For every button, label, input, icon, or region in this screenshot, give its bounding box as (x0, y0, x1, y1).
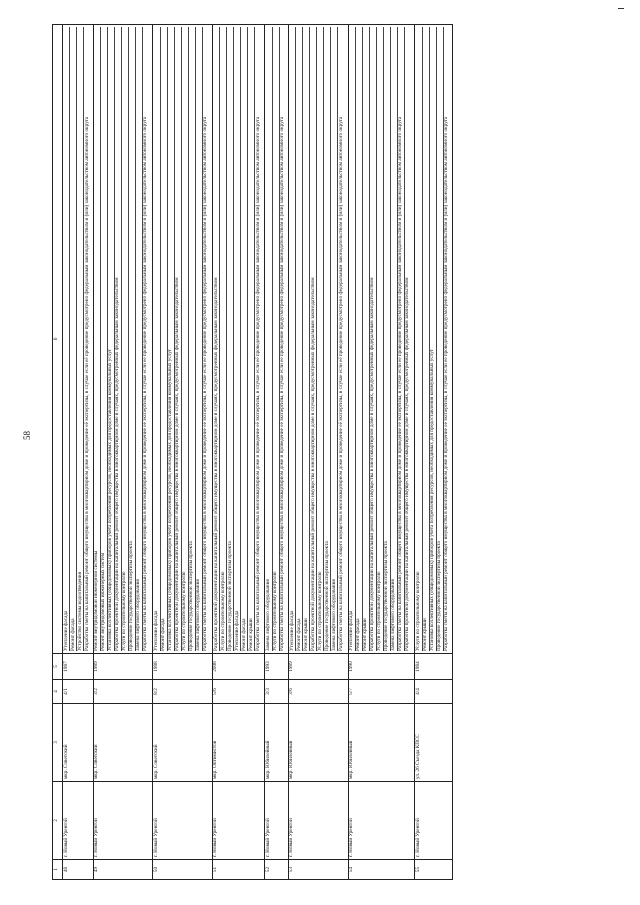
work-item: Услуги по строительному контролю (220, 27, 227, 651)
year-cell: 1984 (415, 654, 453, 680)
column-number: 3 (53, 704, 63, 782)
work-item: Ремонт фасада (356, 27, 363, 651)
year-cell: 1990 (348, 654, 415, 680)
works-cell (348, 25, 415, 654)
work-item: Замена лифтового оборудования (391, 27, 398, 651)
row-number: 51 (212, 860, 264, 880)
works-cell (63, 25, 94, 654)
city-cell: г. Новый Уренгой (153, 782, 213, 860)
work-item: Проведение государственной экспертизы проекта (227, 27, 234, 651)
row-number: 52 (265, 860, 289, 880)
work-item: Разработка проектной документации на капитальный ремонт общего имущества в многоквартирном доме в случаях, предусмотренных федеральным законодательством (213, 27, 220, 651)
work-item: Проведение государственной экспертизы проекта (437, 27, 444, 651)
city-cell: г. Новый Уренгой (63, 782, 94, 860)
work-item: Разработка проектной документации на капитальный ремонт общего имущества в многоквартирном доме в случаях, предусмотренных федеральным законодательством (115, 27, 122, 651)
work-item: Замена лифтового оборудования (331, 27, 338, 651)
work-item: Услуги по строительному контролю (273, 27, 280, 651)
city-cell: г. Новый Уренгой (265, 782, 289, 860)
work-item: Ремонт фасада (296, 27, 303, 651)
table-header (53, 25, 63, 880)
city-cell: г. Новый Уренгой (288, 782, 348, 860)
works-cell (153, 25, 213, 654)
year-cell: 1988 (153, 654, 213, 680)
table-row (212, 25, 264, 880)
address-cell: мкр. Советский (93, 704, 153, 782)
address-cell: мкр. Юбилейный (265, 704, 289, 782)
column-number: 1 (53, 860, 63, 880)
table-body (63, 25, 453, 880)
works-cell (93, 25, 153, 654)
work-item: Разработка сметы на капитальный ремонт общего имущества в многоквартирном доме и проведение её экспертизы, в случае если её проведение предусмотрено федеральным законодательством и (или) законодательством автономного округа (142, 116, 149, 651)
work-item: Разработка проектной документации на капитальный ремонт общего имущества в многоквартирном доме в случаях, предусмотренных федеральным законодательством (310, 27, 317, 651)
work-item: Установка коллективных (общедомовых) приборов учёта потребления ресурсов, необходимых для предоставления коммунальных услуг (108, 27, 115, 651)
house-cell: 8/2 (153, 680, 213, 704)
house-cell: 3/6 (288, 680, 348, 704)
table-row (415, 25, 453, 880)
row-number: 49 (93, 860, 153, 880)
address-cell: мкр. Советский (153, 704, 213, 782)
work-item: Утепление фасада (289, 27, 296, 651)
work-item: Ремонт фасада (161, 27, 168, 651)
column-number: 4 (53, 680, 63, 704)
address-cell: мкр. Оптимистов (212, 704, 264, 782)
work-item: Ремонт внутридомовой инженерной системы (94, 27, 101, 651)
year-cell: 1989 (288, 654, 348, 680)
work-item: Проведение государственной экспертизы проекта (384, 27, 391, 651)
work-item: Услуги по строительному контролю (317, 27, 324, 651)
rotated-table-container (52, 25, 612, 880)
works-cell (288, 25, 348, 654)
work-item: Разработка сметы на капитальный ремонт общего имущества в многоквартирном доме и проведение её экспертизы, в случае если её проведение предусмотрено федеральным законодательством и (или) законодательством автономного округа (201, 116, 208, 651)
city-cell: г. Новый Уренгой (212, 782, 264, 860)
address-cell: мкр. Юбилейный (348, 704, 415, 782)
table-row (93, 25, 153, 880)
work-item: Замена лифтового оборудования (136, 27, 143, 651)
work-item: Проведение государственной экспертизы проекта (324, 27, 331, 651)
work-item: Утепление фасада (349, 27, 356, 651)
year-cell: 1987 (63, 654, 94, 680)
city-cell: г. Новый Уренгой (415, 782, 453, 860)
work-item: Разработка сметы на капитальный ремонт общего имущества в многоквартирном доме и проведение её экспертизы, в случае если её проведение предусмотрено федеральным законодательством и (или) законодательством автономного округа (337, 116, 344, 651)
table-row (265, 25, 289, 880)
column-number: 6 (53, 25, 63, 654)
work-item: Ремонт крыши (248, 27, 255, 651)
work-item: Ремонт крыши (423, 27, 430, 651)
work-item: Утепление фасада (234, 27, 241, 651)
row-number: 54 (348, 860, 415, 880)
house-cell: 4/4 (415, 680, 453, 704)
work-item: Разработка сметы на капитальный ремонт общего имущества в многоквартирном доме и проведение её экспертизы, в случае если её проведение предусмотрено федеральным законодательством и (или) законодательством автономного округа (83, 116, 90, 651)
work-item: Разработка проектной документации на капитальный ремонт общего имущества в многоквартирном доме в случаях, предусмотренных федеральным законодательством (370, 27, 377, 651)
work-item: Проведение государственной экспертизы проекта (129, 27, 136, 651)
work-item: Услуги по строительному контролю (416, 27, 423, 651)
work-item: Разработка сметы на капитальный ремонт общего имущества в многоквартирном доме и проведение её экспертизы, в случае если её проведение предусмотрено федеральным законодательством и (или) законодательством автономного округа (254, 116, 261, 651)
work-item: Замена лифтового оборудования (266, 27, 273, 651)
work-item: Разработка проектной документации на капитальный ремонт общего имущества в многоквартирном доме в случаях, предусмотренных федеральным законодательством (175, 27, 182, 651)
page-number: 58 (22, 431, 32, 440)
year-cell: 2008 (212, 654, 264, 680)
row-number: 48 (63, 860, 94, 880)
capital-repair-table (52, 24, 453, 880)
city-cell: г. Новый Уренгой (93, 782, 153, 860)
year-cell: 1989 (93, 654, 153, 680)
row-number: 55 (415, 860, 453, 880)
address-cell: мкр. Юбилейный (288, 704, 348, 782)
house-cell: 3/3 (265, 680, 289, 704)
work-item: Услуги по строительному контролю (377, 27, 384, 651)
house-cell: 5/7 (348, 680, 415, 704)
work-item: Замена лифтового оборудования (196, 27, 203, 651)
year-cell: 1993 (265, 654, 289, 680)
work-item: Услуги по строительному контролю (182, 27, 189, 651)
work-item: Ремонт крыши (303, 27, 310, 651)
table-row (63, 25, 94, 880)
work-item: Разработка проектной документации на капитальный ремонт общего имущества в многоквартирном доме в случаях, предусмотренных федеральным законодательством (404, 277, 411, 651)
row-number: 53 (288, 860, 348, 880)
work-item: Устройство системы водоотведения (77, 27, 84, 651)
table-row (153, 25, 213, 880)
work-item: Разработка сметы на капитальный ремонт общего имущества в многоквартирном доме и проведение её экспертизы, в случае если её проведение предусмотрено федеральным законодательством и (или) законодательством автономного округа (279, 116, 286, 651)
house-cell: 4/1 (63, 680, 94, 704)
city-cell: г. Новый Уренгой (348, 782, 415, 860)
address-cell: ул. 26 Съезда КПСС (415, 704, 453, 782)
column-number: 5 (53, 654, 63, 680)
work-item: Установка коллективных (общедомовых) приборов учёта потребления ресурсов, необходимых для предоставления коммунальных услуг (168, 27, 175, 651)
row-number: 50 (153, 860, 213, 880)
work-item: Ремонт фасада (241, 27, 248, 651)
column-number-row (53, 25, 63, 880)
table-row (288, 25, 348, 880)
house-cell: 3/2 (93, 680, 153, 704)
work-item: Проведение государственной экспертизы проекта (189, 27, 196, 651)
work-item: Утепление фасада (64, 27, 71, 651)
works-cell (415, 25, 453, 654)
works-cell (265, 25, 289, 654)
work-item: Ремонт внутридомовых инженерных систем (101, 27, 108, 651)
address-cell: мкр. Советский (63, 704, 94, 782)
house-cell: 5/6 (212, 680, 264, 704)
work-item: Установка коллективных (общедомовых) приборов учёта потребления ресурсов, необходимых для предоставления коммунальных услуг (430, 27, 437, 651)
work-item: Утепление фасада (154, 27, 161, 651)
work-item: Ремонт крыши (363, 27, 370, 651)
column-number: 2 (53, 782, 63, 860)
work-item: Разработка сметы на капитальный ремонт общего имущества в многоквартирном доме и проведение её экспертизы, в случае если её проведение предусмотрено федеральным законодательством и (или) законодательством автономного округа (442, 116, 449, 651)
work-item: Ремонт фасада (70, 27, 77, 651)
scan-mark (618, 8, 624, 9)
work-item: Разработка сметы на капитальный ремонт общего имущества в многоквартирном доме и проведение её экспертизы, в случае если её проведение предусмотрено федеральным законодательством и (или) законодательством автономного округа (398, 27, 405, 651)
work-item: Услуги по строительному контролю (122, 27, 129, 651)
table-row (348, 25, 415, 880)
works-cell (212, 25, 264, 654)
